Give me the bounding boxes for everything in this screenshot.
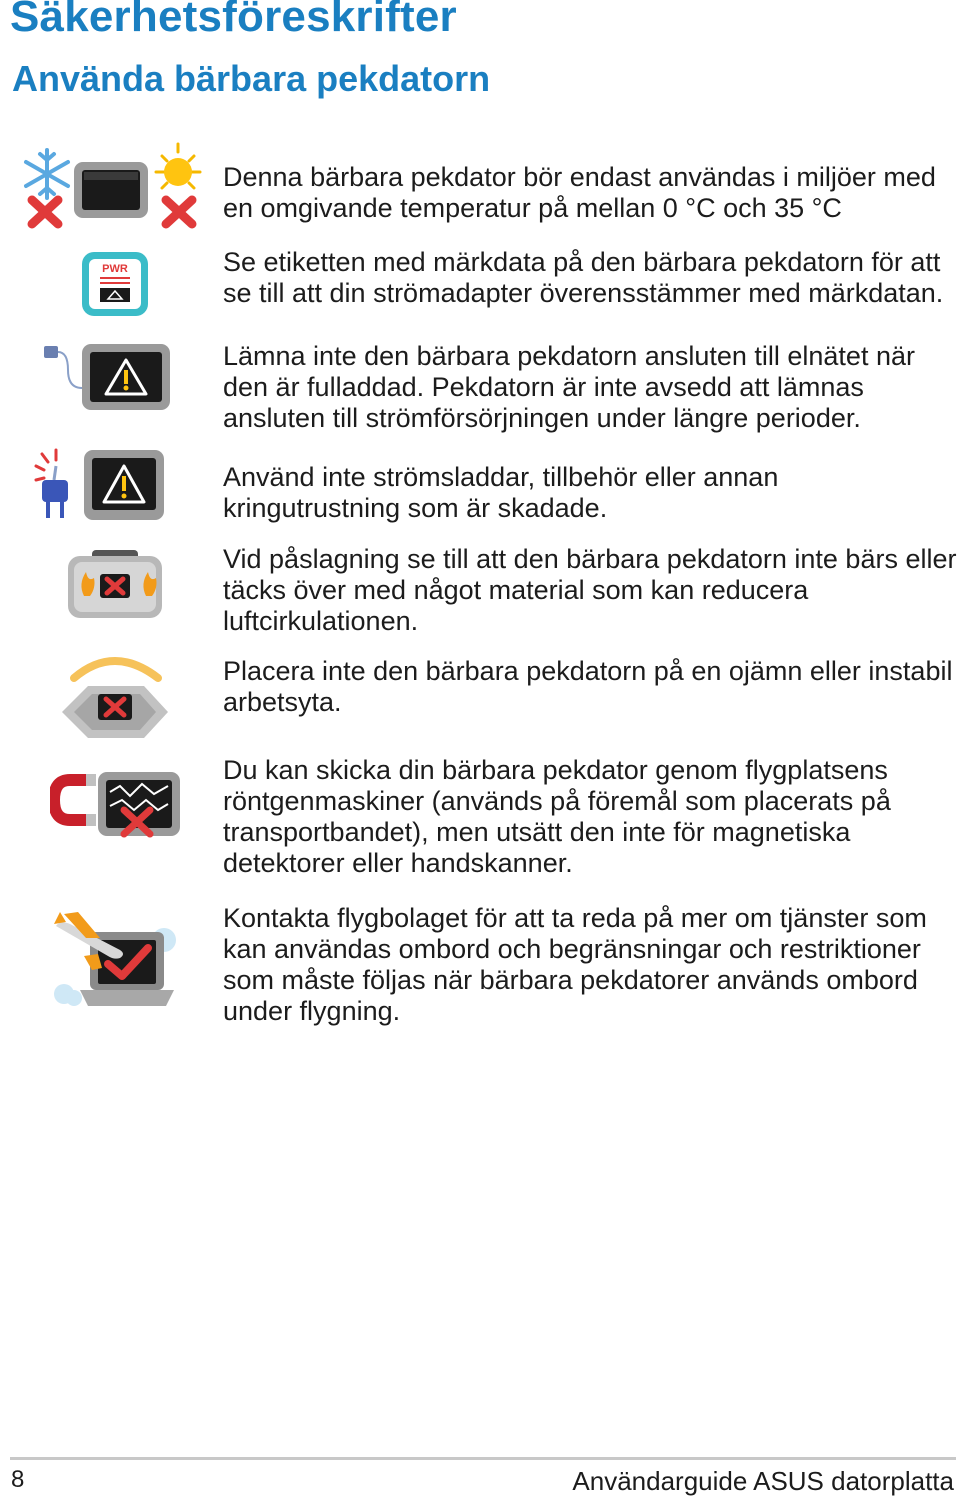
charging-warning-icon	[42, 340, 174, 414]
damaged-cord-instruction: Använd inte strömsladdar, tillbehör eller annan kringutrustning som är skadade.	[223, 462, 779, 523]
power-label-instruction: Se etiketten med märkdata på den bärbara pekdatorn för att se till att din strömadapter överensstämmer med märkdatan.	[223, 247, 944, 308]
temperature-instruction: Denna bärbara pekdator bör endast användas i miljöer med en omgivande temperatur på mellan 0 °C och 35 °C	[223, 162, 936, 223]
damaged-cord-warning-icon	[32, 448, 164, 526]
power-label-icon	[80, 250, 152, 320]
ventilation-instruction: Vid påslagning se till att den bärbara pekdatorn inte bärs eller täcks över med något material som kan reducera luftcirkulationen.	[223, 544, 957, 636]
section-subtitle: Använda bärbara pekdatorn	[12, 58, 491, 99]
covered-laptop-heat-icon	[66, 548, 164, 620]
temperature-warning-icon	[20, 142, 210, 234]
surface-instruction: Placera inte den bärbara pekdatorn på en ojämn eller instabil arbetsyta.	[223, 656, 953, 717]
page-number: 8	[11, 1466, 25, 1493]
charging-instruction: Lämna inte den bärbara pekdatorn ansluten till elnätet när den är fulladdad. Pekdatorn är inte avsedd att lämnas ansluten till strömförsörjningen under längre perioder.	[223, 341, 915, 433]
footer-doc-title: Användarguide ASUS datorplatta	[572, 1466, 954, 1496]
unstable-surface-icon	[58, 650, 172, 742]
airplane-ok-icon	[50, 906, 182, 1016]
page-title: Säkerhetsföreskrifter	[10, 0, 457, 41]
magnet-warning-icon	[50, 770, 182, 842]
pwr-label-text: PWR	[102, 263, 128, 275]
footer-divider	[10, 1457, 956, 1460]
in-flight-instruction: Kontakta flygbolaget för att ta reda på mer om tjänster som kan användas ombord och begränsningar och restriktioner som måste följas när bärbara pekdatorer används ombord under flygning.	[223, 903, 927, 1026]
airport-xray-instruction: Du kan skicka din bärbara pekdator genom flygplatsens röntgenmaskiner (används på föremål som placerats på transportbandet), men utsätt den inte för magnetiska detektorer eller handskanner.	[223, 755, 891, 878]
